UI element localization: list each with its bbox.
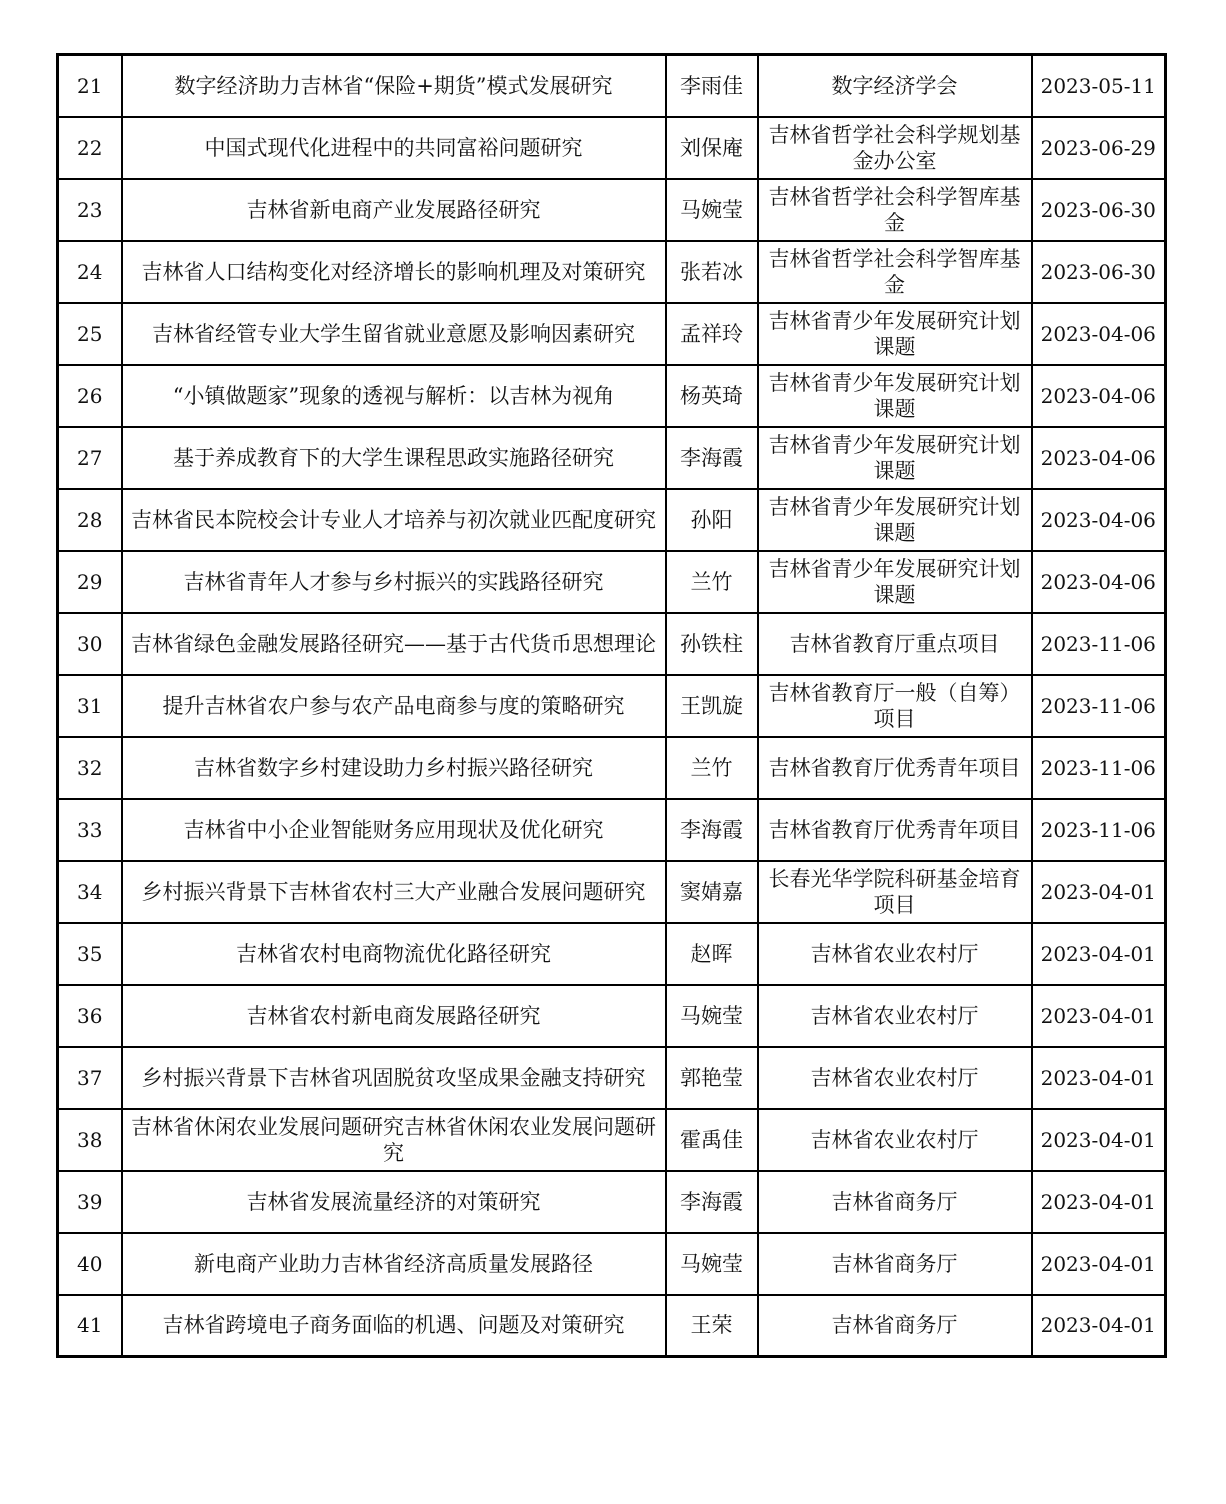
- approval-date-cell: 2023-04-06: [1032, 303, 1166, 365]
- project-source-cell: 长春光华学院科研基金培育项目: [758, 861, 1032, 923]
- project-title-cell: 乡村振兴背景下吉林省巩固脱贫攻坚成果金融支持研究: [122, 1047, 666, 1109]
- table-row: [58, 985, 1166, 1047]
- project-title-cell: 基于养成教育下的大学生课程思政实施路径研究: [122, 427, 666, 489]
- row-number-cell: 31: [58, 675, 122, 737]
- row-number-cell: 22: [58, 117, 122, 179]
- project-source-cell: 吉林省哲学社会科学智库基金: [758, 179, 1032, 241]
- row-number-cell: 38: [58, 1109, 122, 1171]
- project-title-cell: 吉林省农村新电商发展路径研究: [122, 985, 666, 1047]
- approval-date-cell: 2023-06-29: [1032, 117, 1166, 179]
- table-row: [58, 241, 1166, 303]
- project-source-cell: 吉林省哲学社会科学智库基金: [758, 241, 1032, 303]
- project-title-cell: 新电商产业助力吉林省经济高质量发展路径: [122, 1233, 666, 1295]
- row-number-cell: 27: [58, 427, 122, 489]
- project-title-cell: 吉林省中小企业智能财务应用现状及优化研究: [122, 799, 666, 861]
- project-title-cell: 吉林省人口结构变化对经济增长的影响机理及对策研究: [122, 241, 666, 303]
- approval-date-cell: 2023-06-30: [1032, 241, 1166, 303]
- project-title-cell: 吉林省发展流量经济的对策研究: [122, 1171, 666, 1233]
- table-row: [58, 55, 1166, 117]
- row-number-cell: 35: [58, 923, 122, 985]
- table-row: [58, 861, 1166, 923]
- principal-name-cell: 王凯旋: [666, 675, 758, 737]
- row-number-cell: 28: [58, 489, 122, 551]
- project-title-cell: 吉林省青年人才参与乡村振兴的实践路径研究: [122, 551, 666, 613]
- row-number-cell: 29: [58, 551, 122, 613]
- project-table: [56, 53, 1167, 1358]
- table-row: [58, 737, 1166, 799]
- principal-name-cell: 马婉莹: [666, 985, 758, 1047]
- table-row: [58, 675, 1166, 737]
- approval-date-cell: 2023-04-01: [1032, 1109, 1166, 1171]
- project-title-cell: 乡村振兴背景下吉林省农村三大产业融合发展问题研究: [122, 861, 666, 923]
- approval-date-cell: 2023-04-06: [1032, 427, 1166, 489]
- project-title-cell: 吉林省数字乡村建设助力乡村振兴路径研究: [122, 737, 666, 799]
- approval-date-cell: 2023-05-11: [1032, 55, 1166, 117]
- table-row: [58, 1047, 1166, 1109]
- project-source-cell: 吉林省农业农村厅: [758, 1047, 1032, 1109]
- project-title-cell: 中国式现代化进程中的共同富裕问题研究: [122, 117, 666, 179]
- approval-date-cell: 2023-04-01: [1032, 1295, 1166, 1357]
- approval-date-cell: 2023-04-06: [1032, 489, 1166, 551]
- row-number-cell: 21: [58, 55, 122, 117]
- approval-date-cell: 2023-11-06: [1032, 799, 1166, 861]
- principal-name-cell: 杨英琦: [666, 365, 758, 427]
- approval-date-cell: 2023-11-06: [1032, 613, 1166, 675]
- project-title-cell: 吉林省跨境电子商务面临的机遇、问题及对策研究: [122, 1295, 666, 1357]
- table-row: [58, 179, 1166, 241]
- principal-name-cell: 霍禹佳: [666, 1109, 758, 1171]
- project-source-cell: 吉林省农业农村厅: [758, 985, 1032, 1047]
- table-row: [58, 613, 1166, 675]
- project-source-cell: 吉林省青少年发展研究计划课题: [758, 365, 1032, 427]
- project-title-cell: 吉林省绿色金融发展路径研究——基于古代货币思想理论: [122, 613, 666, 675]
- project-source-cell: 数字经济学会: [758, 55, 1032, 117]
- principal-name-cell: 李海霞: [666, 799, 758, 861]
- project-source-cell: 吉林省商务厅: [758, 1233, 1032, 1295]
- project-title-cell: 吉林省农村电商物流优化路径研究: [122, 923, 666, 985]
- project-title-cell: 吉林省民本院校会计专业人才培养与初次就业匹配度研究: [122, 489, 666, 551]
- row-number-cell: 25: [58, 303, 122, 365]
- approval-date-cell: 2023-04-06: [1032, 551, 1166, 613]
- table-row: [58, 1295, 1166, 1357]
- principal-name-cell: 马婉莹: [666, 1233, 758, 1295]
- row-number-cell: 33: [58, 799, 122, 861]
- project-source-cell: 吉林省青少年发展研究计划课题: [758, 427, 1032, 489]
- principal-name-cell: 窦婧嘉: [666, 861, 758, 923]
- principal-name-cell: 兰竹: [666, 737, 758, 799]
- principal-name-cell: 孟祥玲: [666, 303, 758, 365]
- project-title-cell: 吉林省休闲农业发展问题研究吉林省休闲农业发展问题研究: [122, 1109, 666, 1171]
- table-row: [58, 923, 1166, 985]
- approval-date-cell: 2023-04-01: [1032, 985, 1166, 1047]
- principal-name-cell: 赵晖: [666, 923, 758, 985]
- principal-name-cell: 兰竹: [666, 551, 758, 613]
- principal-name-cell: 李雨佳: [666, 55, 758, 117]
- approval-date-cell: 2023-04-01: [1032, 1171, 1166, 1233]
- principal-name-cell: 孙铁柱: [666, 613, 758, 675]
- project-title-cell: 吉林省经管专业大学生留省就业意愿及影响因素研究: [122, 303, 666, 365]
- row-number-cell: 40: [58, 1233, 122, 1295]
- principal-name-cell: 李海霞: [666, 427, 758, 489]
- row-number-cell: 26: [58, 365, 122, 427]
- project-source-cell: 吉林省商务厅: [758, 1295, 1032, 1357]
- table-row: [58, 365, 1166, 427]
- table-row: [58, 427, 1166, 489]
- table-row: [58, 1171, 1166, 1233]
- project-source-cell: 吉林省教育厅优秀青年项目: [758, 799, 1032, 861]
- row-number-cell: 23: [58, 179, 122, 241]
- project-source-cell: 吉林省农业农村厅: [758, 923, 1032, 985]
- table-row: [58, 1233, 1166, 1295]
- table-row: [58, 489, 1166, 551]
- project-source-cell: 吉林省农业农村厅: [758, 1109, 1032, 1171]
- row-number-cell: 32: [58, 737, 122, 799]
- row-number-cell: 24: [58, 241, 122, 303]
- principal-name-cell: 马婉莹: [666, 179, 758, 241]
- principal-name-cell: 王荣: [666, 1295, 758, 1357]
- project-title-cell: 吉林省新电商产业发展路径研究: [122, 179, 666, 241]
- principal-name-cell: 孙阳: [666, 489, 758, 551]
- table-row: [58, 799, 1166, 861]
- project-source-cell: 吉林省教育厅一般（自筹）项目: [758, 675, 1032, 737]
- project-source-cell: 吉林省教育厅重点项目: [758, 613, 1032, 675]
- row-number-cell: 36: [58, 985, 122, 1047]
- project-title-cell: “小镇做题家”现象的透视与解析：以吉林为视角: [122, 365, 666, 427]
- project-source-cell: 吉林省青少年发展研究计划课题: [758, 303, 1032, 365]
- table-row: [58, 551, 1166, 613]
- approval-date-cell: 2023-04-01: [1032, 861, 1166, 923]
- project-source-cell: 吉林省青少年发展研究计划课题: [758, 489, 1032, 551]
- table-body: [58, 55, 1166, 1357]
- project-title-cell: 提升吉林省农户参与农产品电商参与度的策略研究: [122, 675, 666, 737]
- row-number-cell: 39: [58, 1171, 122, 1233]
- row-number-cell: 37: [58, 1047, 122, 1109]
- table-row: [58, 1109, 1166, 1171]
- project-title-cell: 数字经济助力吉林省“保险+期货”模式发展研究: [122, 55, 666, 117]
- approval-date-cell: 2023-04-01: [1032, 923, 1166, 985]
- principal-name-cell: 郭艳莹: [666, 1047, 758, 1109]
- principal-name-cell: 李海霞: [666, 1171, 758, 1233]
- project-source-cell: 吉林省青少年发展研究计划课题: [758, 551, 1032, 613]
- approval-date-cell: 2023-11-06: [1032, 737, 1166, 799]
- table-row: [58, 303, 1166, 365]
- approval-date-cell: 2023-04-01: [1032, 1233, 1166, 1295]
- approval-date-cell: 2023-04-06: [1032, 365, 1166, 427]
- principal-name-cell: 刘保庵: [666, 117, 758, 179]
- approval-date-cell: 2023-06-30: [1032, 179, 1166, 241]
- table-row: [58, 117, 1166, 179]
- principal-name-cell: 张若冰: [666, 241, 758, 303]
- project-source-cell: 吉林省哲学社会科学规划基金办公室: [758, 117, 1032, 179]
- approval-date-cell: 2023-11-06: [1032, 675, 1166, 737]
- row-number-cell: 41: [58, 1295, 122, 1357]
- approval-date-cell: 2023-04-01: [1032, 1047, 1166, 1109]
- project-source-cell: 吉林省商务厅: [758, 1171, 1032, 1233]
- row-number-cell: 30: [58, 613, 122, 675]
- row-number-cell: 34: [58, 861, 122, 923]
- project-source-cell: 吉林省教育厅优秀青年项目: [758, 737, 1032, 799]
